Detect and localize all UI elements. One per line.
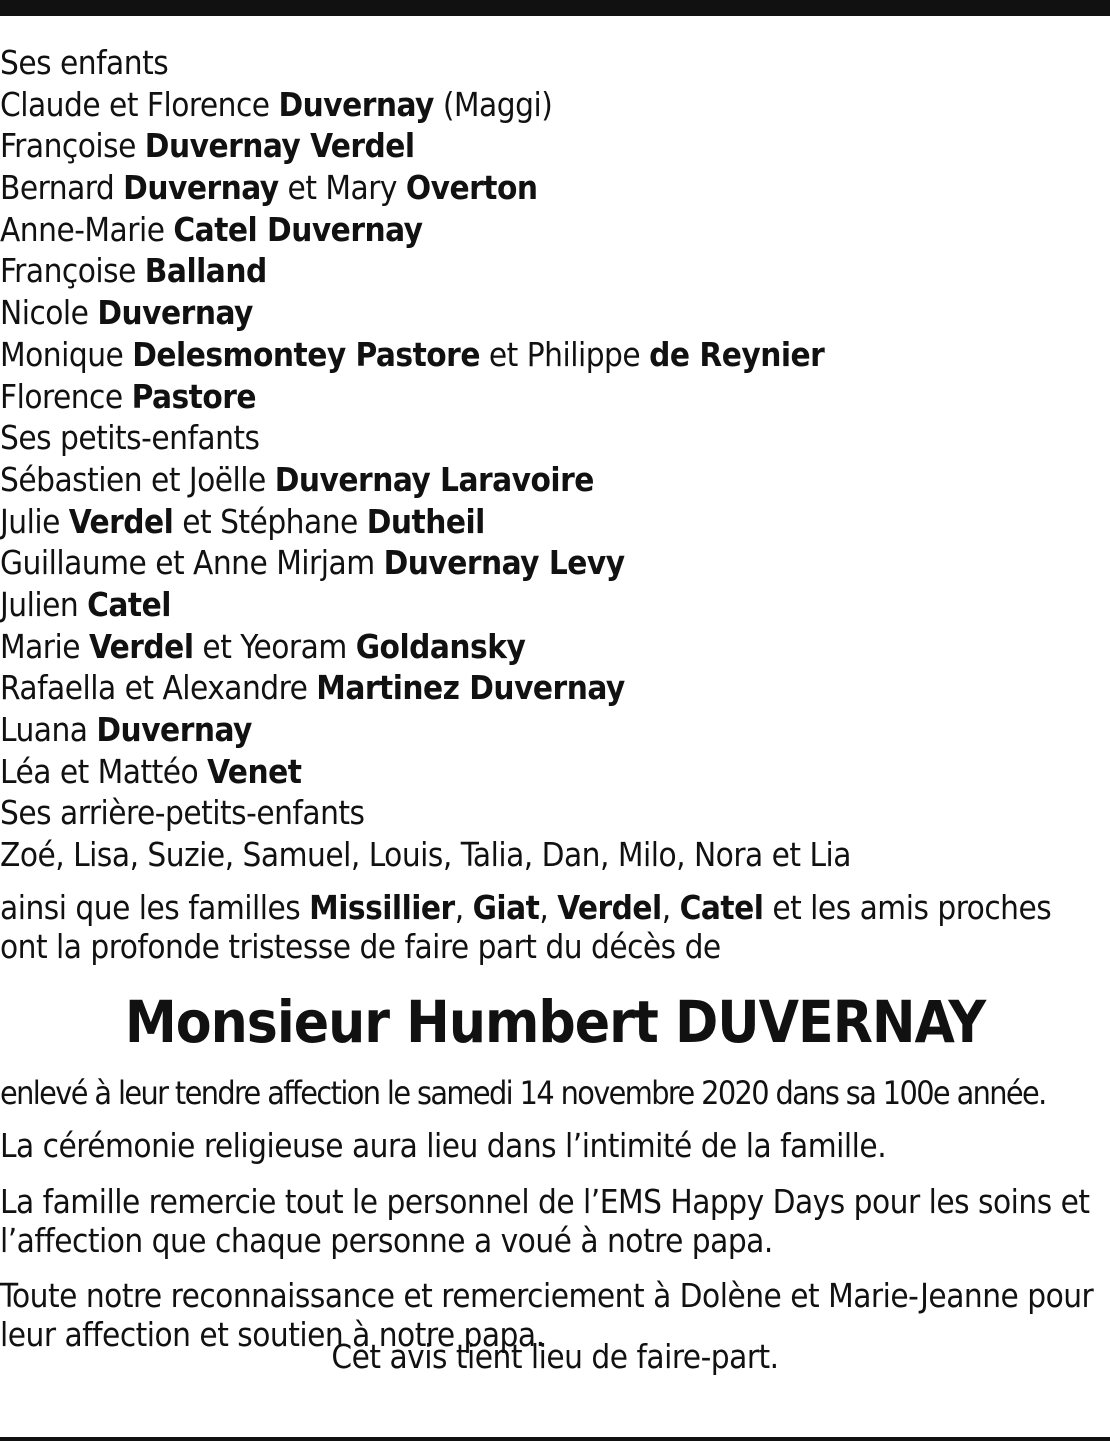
family-line [0, 792, 1108, 834]
intro-prefix: ainsi que les familles [0, 888, 310, 927]
intro-line-1 [0, 888, 1108, 927]
given-names: Léa et Mattéo [0, 751, 208, 791]
given-names: Monique [0, 334, 133, 374]
thanks-line: La famille remercie tout le personnel de l’EMS Happy Days pour les soins et [0, 1182, 1090, 1221]
given-names: Bernard [0, 168, 124, 208]
intro-suffix: et les amis proches [763, 888, 1052, 927]
family-name: Giat [472, 888, 540, 927]
family-list [0, 42, 1108, 876]
family-name: Verdel [557, 888, 662, 927]
given-names: Luana [0, 710, 97, 749]
heading-grandchildren: Ses petits-enfants [0, 418, 260, 458]
given-names: Nicole [0, 293, 98, 333]
given-names: et Stéphane [173, 501, 367, 541]
given-names: et Philippe [479, 334, 650, 374]
given-names: Florence [0, 376, 132, 416]
surname: de Reynier [649, 334, 825, 374]
thanks-line: l’affection que chaque personne a voué à notre papa. [0, 1221, 773, 1260]
family-line [0, 459, 1108, 501]
intro-line-2: ont la profonde tristesse de faire part du décès de [0, 927, 721, 966]
surname: Duvernay [97, 293, 253, 333]
death-date-paragraph: enlevé à leur tendre affection le samedi 14 novembre 2020 dans sa 100e année. [0, 1074, 1046, 1112]
ceremony-paragraph: La cérémonie religieuse aura lieu dans l’intimité de la famille. [0, 1126, 887, 1165]
announcement-intro [0, 888, 1108, 966]
surname: Duvernay Levy [383, 543, 625, 583]
surname: Martinez Duvernay [316, 668, 625, 708]
family-line [0, 584, 1108, 626]
given-names: Claude et Florence [0, 84, 279, 124]
family-line [0, 542, 1108, 584]
separator: , [661, 888, 680, 927]
heading-children: Ses enfants [0, 43, 169, 82]
surname: Duvernay [278, 84, 434, 124]
given-names: et Yeoram [193, 626, 356, 666]
family-line [0, 501, 1108, 543]
given-names: Françoise [0, 251, 145, 291]
surname: Delesmontey Pastore [132, 334, 480, 374]
surname: Catel Duvernay [173, 209, 423, 249]
surname: Duvernay [123, 168, 279, 208]
given-names: Rafaella et Alexandre [0, 668, 317, 708]
surname: Pastore [131, 376, 257, 416]
separator: , [454, 888, 473, 927]
given-names: Marie [0, 626, 89, 666]
given-names: Anne-Marie [0, 209, 174, 249]
given-names: Julien [0, 584, 88, 624]
top-rule [0, 0, 1110, 16]
family-line [0, 334, 1108, 376]
family-line [0, 834, 1108, 876]
family-line [0, 84, 1108, 126]
family-line [0, 292, 1108, 334]
family-line [0, 709, 1108, 751]
given-names: et Mary [278, 168, 406, 208]
given-names: Françoise [0, 126, 145, 166]
surname: Duvernay [96, 710, 252, 749]
gratitude-line: Toute notre reconnaissance et remerciement à Dolène et Marie-Jeanne pour [0, 1276, 1094, 1315]
family-line [0, 667, 1108, 709]
family-name: Missillier [309, 888, 455, 927]
surname: Verdel [68, 501, 174, 541]
family-line [0, 250, 1108, 292]
family-line [0, 42, 1108, 84]
family-line [0, 751, 1108, 793]
great-grandchildren-names: Zoé, Lisa, Suzie, Samuel, Louis, Talia, Dan, Milo, Nora et Lia [0, 835, 851, 875]
family-line [0, 209, 1108, 251]
heading-great-grandchildren: Ses arrière-petits-enfants [0, 793, 365, 833]
thanks-paragraph [0, 1182, 1110, 1260]
family-line [0, 417, 1108, 459]
separator: , [539, 888, 558, 927]
surname: Duvernay Laravoire [274, 459, 594, 499]
surname: Balland [144, 251, 267, 291]
family-name: Catel [679, 888, 764, 927]
bottom-rule [0, 1437, 1110, 1441]
surname: Overton [405, 168, 538, 208]
surname: Venet [207, 751, 302, 791]
surname: Goldansky [355, 626, 526, 666]
given-names: Guillaume et Anne Mirjam [0, 543, 384, 583]
family-line [0, 376, 1108, 418]
family-line [0, 167, 1108, 209]
deceased-name: Monsieur Humbert DUVERNAY [124, 988, 986, 1056]
closing-note: Cet avis tient lieu de faire-part. [331, 1337, 779, 1376]
surname: Catel [87, 584, 171, 624]
family-line [0, 125, 1108, 167]
gratitude-line: leur affection et soutien à notre papa. [0, 1315, 545, 1354]
surname: Dutheil [366, 501, 485, 541]
surname: Duvernay Verdel [144, 126, 415, 166]
maiden-name: (Maggi) [433, 84, 553, 124]
given-names: Sébastien et Joëlle [0, 459, 275, 499]
given-names: Julie [0, 501, 69, 541]
family-line [0, 626, 1108, 668]
surname: Verdel [88, 626, 194, 666]
